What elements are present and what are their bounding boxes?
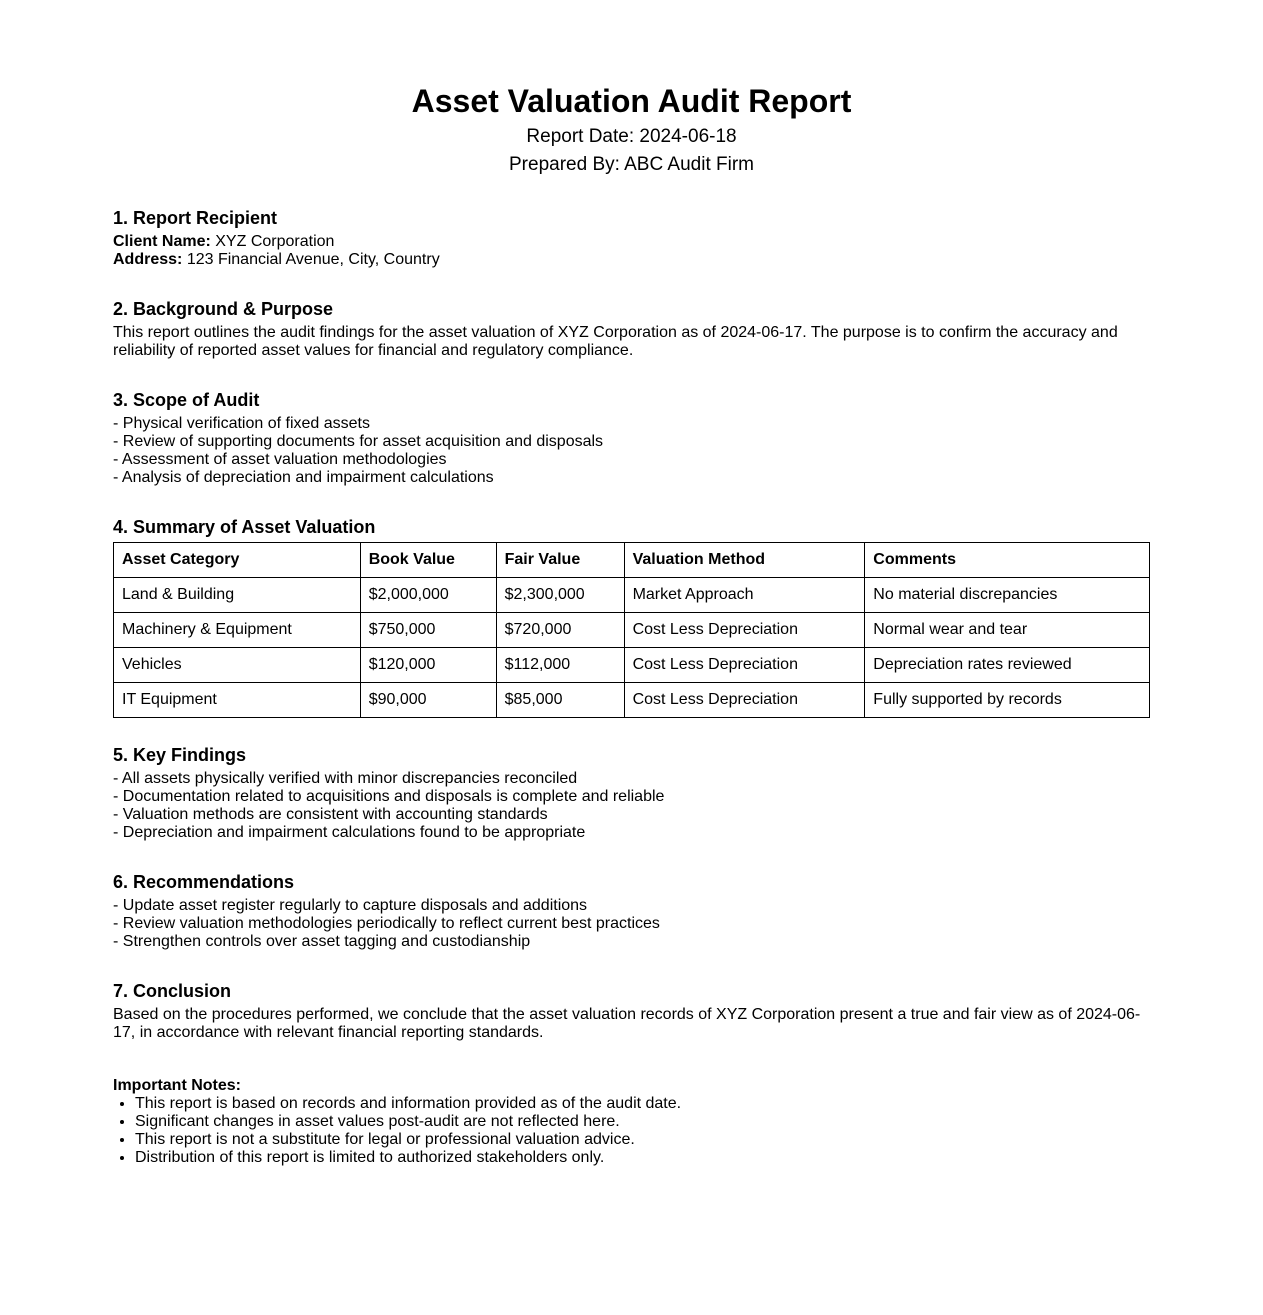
recommendation-item: - Update asset register regularly to capture disposals and additions [113,897,588,914]
recommendation-item: - Strengthen controls over asset tagging and custodianship [113,933,531,950]
conclusion-text: Based on the procedures performed, we conclude that the asset valuation records of XYZ Corporation present a true and fair view as of 2024-06-17, in accordance with relevant financial reporting standards. [113,1006,1141,1041]
table-cell: Market Approach [624,578,865,613]
table-cell: $720,000 [496,613,624,648]
finding-item: - Valuation methods are consistent with accounting standards [113,806,548,823]
report-page [113,0,1150,1167]
table-cell: $90,000 [360,683,496,718]
recommendation-item: - Review valuation methodologies periodically to reflect current best practices [113,915,660,932]
table-cell: Vehicles [114,648,361,683]
background-text: This report outlines the audit findings for the asset valuation of XYZ Corporation as of 2024-06-17. The purpose is to confirm the accuracy and reliability of reported asset values for financial and regulatory compliance. [113,324,1118,359]
scope-item: - Analysis of depreciation and impairment calculations [113,469,494,486]
report-title: Asset Valuation Audit Report [411,83,852,119]
column-header: Valuation Method [624,543,865,578]
column-header: Comments [865,543,1150,578]
table-cell: Normal wear and tear [865,613,1150,648]
table-cell: Depreciation rates reviewed [865,648,1150,683]
table-row [114,578,1150,613]
address-label: Address: [113,251,183,268]
section-scope-of-audit [113,389,1150,487]
table-cell: $120,000 [360,648,496,683]
scope-item: - Physical verification of fixed assets [113,415,370,432]
table-cell: No material discrepancies [865,578,1150,613]
section-heading: 4. Summary of Asset Valuation [113,517,376,537]
notes-heading: Important Notes: [113,1077,241,1094]
section-conclusion [113,980,1150,1042]
section-recommendations [113,871,1150,951]
note-item: • Distribution of this report is limited to authorized stakeholders only. [135,1149,1150,1167]
scope-item: - Review of supporting documents for asset acquisition and disposals [113,433,604,450]
client-name-value: XYZ Corporation [215,233,335,250]
section-heading: 6. Recommendations [113,872,295,892]
table-cell: $2,000,000 [360,578,496,613]
column-header: Fair Value [496,543,624,578]
table-cell: $2,300,000 [496,578,624,613]
prepared-by: Prepared By: ABC Audit Firm [509,154,754,175]
notes-list [113,1095,1150,1167]
table-row [114,613,1150,648]
table-row [114,683,1150,718]
note-item: • This report is not a substitute for legal or professional valuation advice. [135,1131,1150,1149]
section-heading: 3. Scope of Audit [113,390,260,410]
table-cell: Cost Less Depreciation [624,648,865,683]
report-date: Report Date: 2024-06-18 [526,126,737,147]
table-cell: $85,000 [496,683,624,718]
table-cell: Land & Building [114,578,361,613]
table-row [114,648,1150,683]
client-name-label: Client Name: [113,233,211,250]
finding-item: - Depreciation and impairment calculations found to be appropriate [113,824,586,841]
section-heading: 2. Background & Purpose [113,299,334,319]
note-item: • This report is based on records and information provided as of the audit date. [135,1095,1150,1113]
client-name-line [113,233,1150,251]
column-header: Asset Category [114,543,361,578]
table-cell: IT Equipment [114,683,361,718]
section-summary-asset-valuation [113,516,1150,718]
address-value: 123 Financial Avenue, City, Country [186,251,440,268]
asset-valuation-table [113,542,1150,718]
section-heading: 5. Key Findings [113,745,247,765]
finding-item: - Documentation related to acquisitions and disposals is complete and reliable [113,788,665,805]
section-background-purpose [113,298,1150,360]
section-key-findings [113,744,1150,842]
column-header: Book Value [360,543,496,578]
table-cell: Cost Less Depreciation [624,683,865,718]
table-cell: Machinery & Equipment [114,613,361,648]
address-line [113,251,1150,269]
scope-item: - Assessment of asset valuation methodologies [113,451,447,468]
table-header-row [114,543,1150,578]
section-heading: 1. Report Recipient [113,208,278,228]
important-notes [113,1077,1150,1167]
table-cell: Fully supported by records [865,683,1150,718]
table-cell: $112,000 [496,648,624,683]
finding-item: - All assets physically verified with minor discrepancies reconciled [113,770,578,787]
section-heading: 7. Conclusion [113,981,232,1001]
note-item: • Significant changes in asset values post-audit are not reflected here. [135,1113,1150,1131]
table-cell: Cost Less Depreciation [624,613,865,648]
section-report-recipient [113,207,1150,269]
table-cell: $750,000 [360,613,496,648]
